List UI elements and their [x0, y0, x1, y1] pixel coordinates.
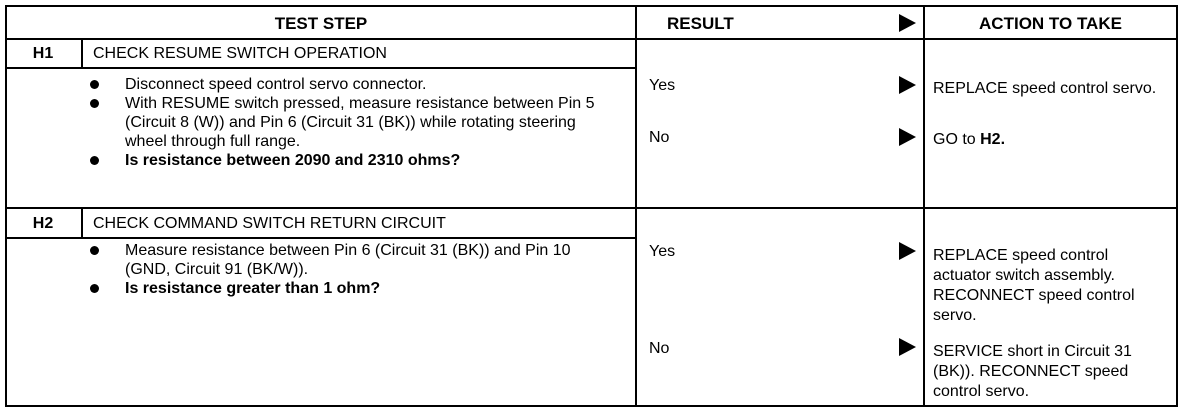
bullet-item: With RESUME switch pressed, measure resistance between Pin 5 (Circuit 8 (W)) and Pin 6 (Circuit 31 (BK)) while rotating steering wheel through full range.: [87, 94, 607, 151]
bullet-item: Disconnect speed control servo connector.: [87, 75, 607, 94]
action-h2-yes: REPLACE speed control actuator switch assembly. RECONNECT speed control servo.: [933, 247, 1135, 324]
bullet-icon: [90, 156, 99, 165]
divider-step-result: [635, 7, 637, 405]
step-bullets-h1: [87, 75, 607, 170]
action-h1-no: GO to H2.: [933, 131, 1006, 148]
step-id-h2: H2: [32, 215, 54, 232]
right-triangle-icon: [899, 14, 916, 32]
right-triangle-icon: [899, 338, 916, 356]
header-test-step: TEST STEP: [274, 14, 368, 33]
action-h1-yes: REPLACE speed control servo.: [933, 80, 1157, 97]
bullet-item: Is resistance between 2090 and 2310 ohms?: [87, 151, 607, 170]
header-action: ACTION TO TAKE: [979, 14, 1122, 33]
bullet-item: Measure resistance between Pin 6 (Circuit 31 (BK)) and Pin 10 (GND, Circuit 91 (BK/W)).: [87, 241, 607, 279]
divider-id-title-h2: [81, 209, 83, 238]
bullet-icon: [90, 99, 99, 108]
step-id-h1: H1: [32, 45, 54, 62]
divider-id-title-h1: [81, 39, 83, 68]
result-h2-yes: Yes: [649, 243, 676, 260]
result-h1-yes: Yes: [649, 77, 676, 94]
right-triangle-icon: [899, 242, 916, 260]
bullet-icon: [90, 284, 99, 293]
h2-title-rule: [7, 237, 635, 239]
right-triangle-icon: [899, 76, 916, 94]
header-result: RESULT: [667, 14, 734, 33]
h1-bottom-rule: [7, 207, 1176, 209]
bullet-item: Is resistance greater than 1 ohm?: [87, 279, 607, 298]
bullet-icon: [90, 246, 99, 255]
result-h1-no: No: [649, 129, 670, 146]
test-step-table: [5, 5, 1178, 407]
step-title-h1: CHECK RESUME SWITCH OPERATION: [93, 45, 387, 62]
h1-title-rule: [7, 67, 635, 69]
bullet-icon: [90, 80, 99, 89]
right-triangle-icon: [899, 128, 916, 146]
action-h2-no: SERVICE short in Circuit 31 (BK)). RECONNECT speed control servo.: [933, 343, 1132, 400]
result-h2-no: No: [649, 340, 670, 357]
step-title-h2: CHECK COMMAND SWITCH RETURN CIRCUIT: [93, 215, 446, 232]
step-bullets-h2: [87, 241, 607, 298]
divider-result-action: [923, 7, 925, 405]
